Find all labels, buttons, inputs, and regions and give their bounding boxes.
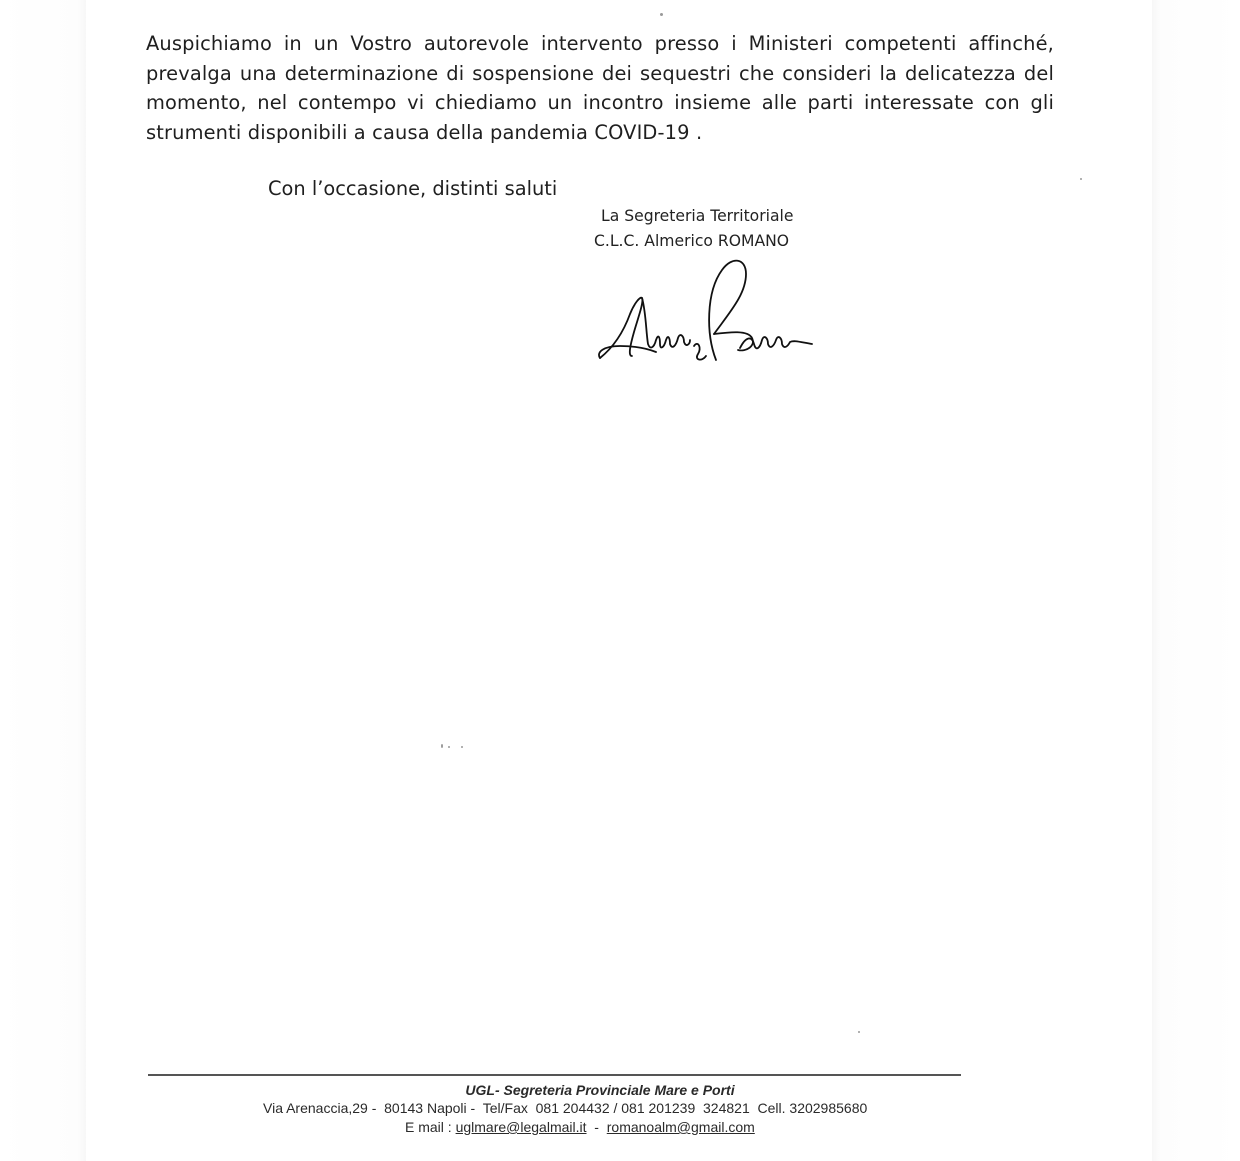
- email-separator: -: [586, 1119, 607, 1135]
- closing-greeting: Con l’occasione, distinti saluti: [268, 177, 558, 200]
- footer-organization: UGL- Segreteria Provinciale Mare e Porti: [465, 1082, 735, 1098]
- scan-edge-left: [0, 0, 86, 1161]
- scan-edge-right: [1152, 0, 1240, 1161]
- scan-speck: [448, 746, 450, 748]
- email-link-1[interactable]: uglmare@legalmail.it: [455, 1119, 587, 1135]
- footer-divider: [148, 1074, 961, 1076]
- signatory-name: C.L.C. Almerico ROMANO: [594, 232, 790, 250]
- scan-speck: [858, 1031, 860, 1033]
- signatory-office: La Segreteria Territoriale: [601, 207, 794, 225]
- body-paragraph: Auspichiamo in un Vostro autorevole intervento presso i Ministeri competenti affinché, prevalga una determinazione di sospensione dei sequestri che consideri la delicatezza del momento, nel contempo vi chiediamo un incontro insieme alle parti interessate con gli strumenti disponibili a causa della pandemia COVID-19 .: [146, 32, 1054, 144]
- scan-speck: [461, 746, 463, 748]
- scan-speck: [660, 13, 663, 16]
- scan-speck: [441, 744, 443, 748]
- email-link-2[interactable]: romanoalm@gmail.com: [606, 1119, 755, 1135]
- footer-email-line: [405, 1119, 755, 1135]
- footer-address: Via Arenaccia,29 - 80143 Napoli - Tel/Fax 081 204432 / 081 201239 324821 Cell. 3202985680: [263, 1100, 868, 1116]
- email-label: E mail :: [405, 1119, 456, 1135]
- handwritten-signature: [590, 252, 820, 372]
- scan-speck: [1080, 178, 1082, 180]
